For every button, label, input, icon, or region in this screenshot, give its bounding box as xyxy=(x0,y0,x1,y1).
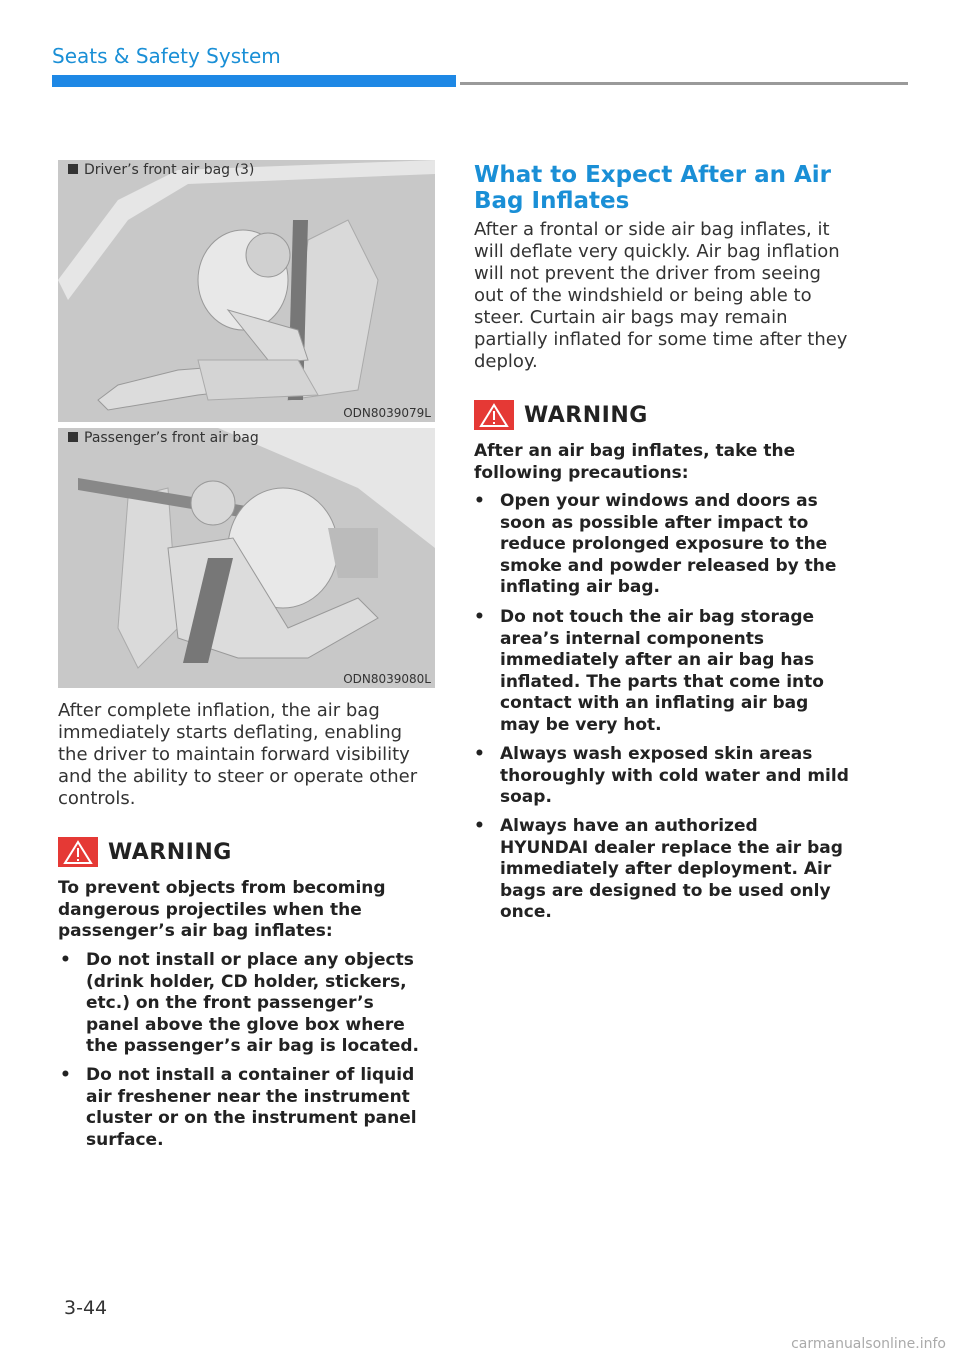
page-number: 3-44 xyxy=(64,1297,108,1319)
caption-square-icon xyxy=(68,432,78,442)
warning-label: WARNING xyxy=(108,839,232,865)
warning-heading-left xyxy=(58,837,232,867)
warning-intro: After an air bag inflates, take the following precautions: xyxy=(474,441,796,483)
warning-heading-right xyxy=(474,400,648,430)
passenger-airbag-illustration xyxy=(58,428,435,688)
warning-label: WARNING xyxy=(524,402,648,428)
section-title: What to Expect After an Air Bag Inflates xyxy=(474,162,831,214)
header-accent-bar xyxy=(52,75,456,87)
section-header-title: Seats & Safety System xyxy=(52,44,281,68)
warning-bullet: • Always have an authorized HYUNDAI dealer replace the air bag immediately after deployment. Air bags are designed to be used only once. xyxy=(474,816,843,922)
caption-square-icon xyxy=(68,164,78,174)
warning-bullet: • Always wash exposed skin areas thoroughly with cold water and mild soap. xyxy=(474,744,849,807)
figure-driver-airbag xyxy=(58,160,435,422)
figure-passenger-airbag xyxy=(58,428,435,688)
inflation-paragraph: After complete inflation, the air bag immediately starts deflating, enabling the driver to maintain forward visibility and the ability to steer or operate other controls. xyxy=(58,700,418,809)
figure-caption: Passenger’s front air bag xyxy=(68,430,259,446)
figure-code: ODN8039079L xyxy=(343,406,431,420)
header-divider-line xyxy=(460,82,908,85)
warning-intro: To prevent objects from becoming dangerous projectiles when the passenger’s air bag inflates: xyxy=(58,878,386,941)
warning-bullet: • Do not touch the air bag storage area’s internal components immediately after an air bag has inflated. The parts that come into contact with an inflating air bag may be very hot. xyxy=(474,607,824,735)
driver-airbag-illustration xyxy=(58,160,435,422)
warning-bullet: • Do not install or place any objects (drink holder, CD holder, stickers, etc.) on the front passenger’s panel above the glove box where the passenger’s air bag is located. xyxy=(60,950,420,1056)
warning-triangle-icon xyxy=(474,400,514,430)
warning-bullet: • Open your windows and doors as soon as possible after impact to reduce prolonged exposure to the smoke and powder released by the inflating air bag. xyxy=(474,491,837,597)
warning-bullet: • Do not install a container of liquid air freshener near the instrument cluster or on the instrument panel surface. xyxy=(60,1065,417,1150)
watermark-link[interactable]: carmanualsonline.info xyxy=(791,1336,946,1352)
deflation-paragraph: After a frontal or side air bag inflates, it will deflate very quickly. Air bag inflation will not prevent the driver from seeing out of the windshield or being able to steer. Curtain air bags may remain partially inflated for some time after they deploy. xyxy=(474,219,848,372)
warning-triangle-icon xyxy=(58,837,98,867)
figure-caption: Driver’s front air bag (3) xyxy=(68,162,254,178)
figure-code: ODN8039080L xyxy=(343,672,431,686)
